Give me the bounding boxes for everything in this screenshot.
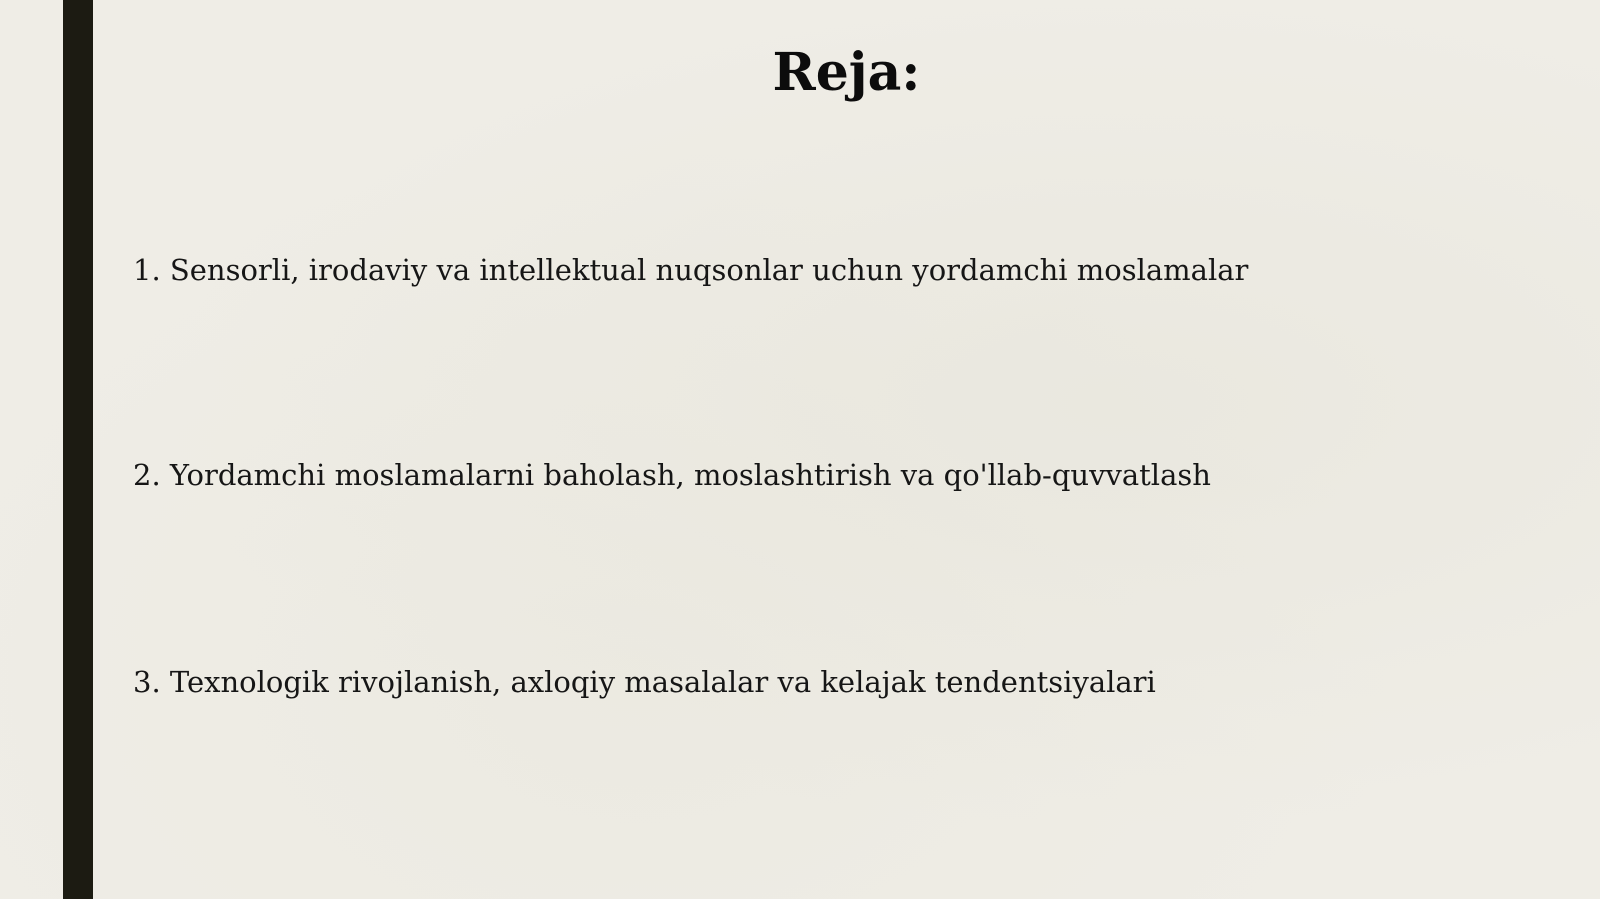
plan-item-2: 2. Yordamchi moslamalarni baholash, moslashtirish va qo'llab-quvvatlash [133,458,1211,492]
plan-item-1: 1. Sensorli, irodaviy va intellektual nuqsonlar uchun yordamchi moslamalar [133,253,1249,287]
slide-title: Reja: [772,42,921,103]
plan-item-3: 3. Texnologik rivojlanish, axloqiy masalalar va kelajak tendentsiyalari [133,665,1156,699]
left-accent-bar [63,0,93,899]
